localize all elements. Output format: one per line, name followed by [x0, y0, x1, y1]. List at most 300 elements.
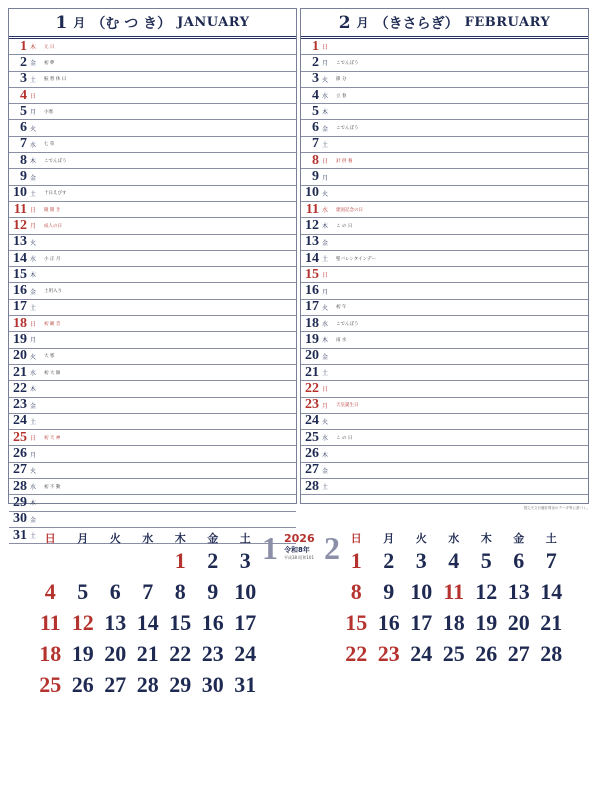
day-row — [301, 153, 588, 169]
weekday-label: 木 — [480, 532, 492, 545]
empty-cell — [34, 550, 67, 581]
weekday: 土 — [29, 190, 36, 198]
day-number: 28 — [136, 672, 159, 697]
weekday-label: 木 — [174, 532, 186, 545]
day-row — [9, 495, 296, 511]
weekday: 火 — [321, 190, 328, 198]
day-row — [9, 414, 296, 430]
day-number: 15 — [169, 610, 192, 635]
weekday: 日 — [321, 272, 328, 280]
weekday: 月 — [321, 288, 328, 296]
day-cell — [67, 581, 100, 612]
day-cell — [470, 581, 503, 612]
day-row — [9, 349, 296, 365]
weekday: 金 — [29, 516, 36, 524]
weekday-label: 土 — [545, 532, 557, 545]
day-number: 26 — [13, 446, 27, 462]
day-number: 14 — [13, 250, 27, 266]
event-text: 聖バレンタインデー — [336, 256, 377, 262]
day-cell — [164, 674, 197, 705]
empty-cell — [132, 550, 165, 581]
day-row — [301, 365, 588, 381]
day-row — [301, 39, 588, 55]
day-number: 13 — [305, 234, 319, 250]
weekday: 木 — [29, 272, 36, 280]
day-number: 10 — [13, 185, 27, 201]
day-cell — [197, 674, 230, 705]
day-row — [9, 398, 296, 414]
month-kana: （む つ き） — [91, 15, 172, 32]
event-text: こ の 日 — [336, 435, 353, 441]
day-row — [9, 430, 296, 446]
day-number: 18 — [39, 641, 62, 666]
day-number: 11 — [305, 201, 319, 217]
weekday: 金 — [29, 174, 36, 182]
weekday-label: 月 — [383, 532, 395, 545]
day-number: 22 — [169, 641, 192, 666]
day-number: 4 — [448, 548, 460, 573]
day-cell — [373, 643, 406, 674]
day-cell — [132, 643, 165, 674]
event-text: 十日えびす — [44, 191, 67, 197]
day-number: 31 — [234, 672, 257, 697]
day-row — [9, 300, 296, 316]
january-panel — [8, 8, 297, 543]
day-cell — [132, 581, 165, 612]
day-number: 19 — [475, 610, 498, 635]
month-kanji: 月 — [356, 16, 369, 30]
day-row — [301, 398, 588, 414]
weekday: 木 — [321, 223, 328, 231]
weekday-label: 日 — [350, 532, 362, 545]
day-cell — [197, 550, 230, 581]
weekday-label: 日 — [44, 532, 56, 545]
event-text: 初 午 — [336, 305, 347, 311]
month-kana: （きさらぎ） — [374, 15, 459, 32]
day-cell — [503, 550, 536, 581]
event-text: 初 大 師 — [44, 370, 61, 376]
january-day-list — [9, 39, 296, 544]
day-number: 7 — [20, 136, 27, 152]
weekday-header — [340, 530, 570, 546]
day-row — [9, 202, 296, 218]
day-number: 8 — [350, 579, 362, 604]
day-number: 27 — [13, 462, 27, 478]
event-text: 小寒 — [44, 109, 53, 115]
day-cell — [67, 643, 100, 674]
day-number: 10 — [410, 579, 433, 604]
day-number: 22 — [13, 381, 27, 396]
day-cell — [229, 550, 262, 581]
day-row — [301, 235, 588, 251]
footnote: 国立天文台暦計算室のデータ等に基づく。 — [523, 506, 590, 510]
day-number: 28 — [13, 479, 27, 494]
day-number: 11 — [13, 201, 27, 217]
weekday-header — [34, 530, 264, 546]
day-number: 12 — [71, 610, 94, 635]
weekday: 金 — [29, 402, 36, 410]
weekday: 月 — [321, 174, 328, 182]
day-number: 20 — [305, 348, 319, 364]
weekday: 木 — [29, 44, 36, 52]
day-number: 12 — [475, 579, 498, 604]
day-cell — [340, 550, 373, 581]
day-row — [301, 120, 588, 136]
day-row — [9, 153, 296, 169]
day-row — [9, 137, 296, 153]
day-number: 26 — [305, 446, 319, 462]
day-number: 27 — [507, 641, 530, 666]
day-number: 10 — [234, 579, 257, 604]
day-row — [301, 72, 588, 88]
day-cell — [405, 581, 438, 612]
mini-calendar-february — [340, 530, 570, 674]
day-cell — [405, 550, 438, 581]
day-row — [301, 430, 588, 446]
day-cell — [132, 674, 165, 705]
weekday: 水 — [321, 435, 328, 443]
day-cell — [535, 550, 568, 581]
day-cell — [340, 643, 373, 674]
weekday: 金 — [321, 353, 328, 361]
event-text: こでんぼう — [336, 60, 359, 66]
day-cell — [405, 643, 438, 674]
weekday: 日 — [29, 207, 36, 215]
day-row — [9, 267, 296, 283]
day-cell — [197, 612, 230, 643]
day-cell — [438, 581, 471, 612]
event-text: 成人の日 — [44, 223, 62, 229]
event-text: 針 供 養 — [336, 158, 353, 164]
day-number: 3 — [312, 71, 319, 87]
weekday: 水 — [321, 207, 328, 215]
day-row — [301, 283, 588, 299]
day-cell — [373, 550, 406, 581]
day-number: 23 — [201, 641, 224, 666]
day-cell — [229, 674, 262, 705]
weekday: 土 — [321, 370, 328, 378]
day-number: 28 — [305, 479, 319, 494]
day-row — [9, 235, 296, 251]
weekday-label: 火 — [109, 532, 121, 545]
day-number: 12 — [305, 218, 319, 233]
day-number: 30 — [13, 511, 27, 527]
day-number: 29 — [13, 495, 27, 510]
weekday-label: 金 — [207, 532, 219, 545]
day-number: 10 — [305, 185, 319, 201]
day-row — [9, 463, 296, 479]
day-row — [301, 186, 588, 202]
weekday: 木 — [29, 158, 36, 166]
weekday: 土 — [29, 418, 36, 426]
day-cell — [438, 550, 471, 581]
era-label: 令和8年 — [284, 546, 310, 554]
day-cell — [34, 643, 67, 674]
big-month-feb: 2 — [324, 530, 340, 566]
day-grid — [340, 550, 570, 674]
day-number: 27 — [305, 462, 319, 478]
day-row — [9, 186, 296, 202]
day-row — [9, 251, 296, 267]
day-number: 15 — [345, 610, 368, 635]
weekday: 火 — [321, 76, 328, 84]
day-number: 3 — [415, 548, 427, 573]
day-number: 19 — [305, 332, 319, 347]
day-number: 29 — [169, 672, 192, 697]
event-text: 鏡 開 き — [44, 207, 61, 213]
day-number: 16 — [201, 610, 224, 635]
day-row — [301, 55, 588, 71]
weekday: 日 — [321, 386, 328, 394]
day-row — [9, 381, 296, 397]
weekday: 土 — [29, 304, 36, 312]
weekday: 火 — [29, 125, 36, 133]
day-cell — [470, 550, 503, 581]
month-number: 2 — [338, 12, 351, 33]
day-number: 13 — [507, 579, 530, 604]
weekday: 水 — [29, 141, 36, 149]
weekday: 土 — [29, 533, 36, 541]
day-number: 6 — [312, 120, 319, 136]
day-row — [301, 479, 588, 495]
event-text: 建国記念の日 — [336, 207, 363, 213]
weekday-label: 金 — [513, 532, 525, 545]
day-number: 2 — [207, 548, 219, 573]
event-text: 大 寒 — [44, 354, 55, 360]
day-number: 6 — [513, 548, 525, 573]
day-row — [301, 463, 588, 479]
weekday: 木 — [29, 500, 36, 508]
day-number: 1 — [174, 548, 186, 573]
day-row — [301, 332, 588, 348]
weekday: 金 — [29, 288, 36, 296]
empty-cell — [99, 550, 132, 581]
weekday: 月 — [29, 451, 36, 459]
day-number: 24 — [234, 641, 257, 666]
day-number: 28 — [540, 641, 563, 666]
day-number: 14 — [305, 250, 319, 266]
day-number: 5 — [20, 104, 27, 119]
day-number: 20 — [104, 641, 127, 666]
day-number: 20 — [13, 348, 27, 364]
day-cell — [438, 612, 471, 643]
day-number: 14 — [540, 579, 563, 604]
weekday: 月 — [321, 402, 328, 410]
day-number: 4 — [312, 87, 319, 103]
event-text: 七 草 — [44, 142, 55, 148]
event-text: 元 日 — [44, 44, 55, 50]
day-row — [9, 39, 296, 55]
day-row — [301, 137, 588, 153]
weekday: 水 — [321, 321, 328, 329]
weekday: 月 — [29, 109, 36, 117]
month-number: 1 — [55, 12, 68, 33]
day-cell — [99, 674, 132, 705]
event-text: こでんぼう — [336, 321, 359, 327]
day-row — [301, 300, 588, 316]
day-row — [9, 479, 296, 495]
day-number: 17 — [410, 610, 433, 635]
day-cell — [535, 581, 568, 612]
day-cell — [373, 612, 406, 643]
month-kanji: 月 — [73, 16, 86, 30]
day-number: 8 — [20, 153, 27, 168]
day-number: 1 — [350, 548, 362, 573]
day-number: 15 — [13, 267, 27, 282]
day-number: 3 — [239, 548, 251, 573]
event-text: こでんぼう — [44, 158, 67, 164]
weekday-label: 水 — [448, 532, 460, 545]
day-number: 2 — [312, 55, 319, 70]
weekday: 水 — [321, 93, 328, 101]
day-row — [301, 316, 588, 332]
day-cell — [197, 643, 230, 674]
day-cell — [405, 612, 438, 643]
weekday: 火 — [29, 467, 36, 475]
day-number: 4 — [20, 87, 27, 103]
weekday: 水 — [29, 370, 36, 378]
day-row — [301, 88, 588, 104]
day-number: 3 — [20, 71, 27, 87]
day-row — [9, 104, 296, 120]
day-number: 23 — [305, 397, 319, 413]
day-row — [9, 120, 296, 136]
day-number: 8 — [312, 153, 319, 168]
day-cell — [340, 612, 373, 643]
weekday: 日 — [29, 435, 36, 443]
day-cell — [34, 581, 67, 612]
event-text: 天皇誕生日 — [336, 403, 359, 409]
weekday: 水 — [29, 256, 36, 263]
day-cell — [229, 643, 262, 674]
day-number: 21 — [136, 641, 159, 666]
day-cell — [470, 643, 503, 674]
weekday: 木 — [321, 451, 328, 459]
event-text: 立 春 — [336, 93, 347, 99]
day-number: 9 — [383, 579, 395, 604]
day-row — [301, 202, 588, 218]
day-number: 21 — [13, 364, 27, 380]
day-number: 7 — [142, 579, 154, 604]
day-number: 22 — [305, 381, 319, 396]
day-number: 17 — [305, 299, 319, 315]
day-row — [301, 446, 588, 462]
day-number: 1 — [312, 39, 319, 54]
day-number: 23 — [377, 641, 400, 666]
day-row — [9, 55, 296, 71]
day-row — [9, 365, 296, 381]
event-text: 小 正 月 — [44, 256, 61, 262]
day-number: 18 — [442, 610, 465, 635]
day-number: 16 — [305, 283, 319, 299]
event-text: 節 分 — [336, 77, 347, 83]
day-number: 5 — [480, 548, 492, 573]
big-month-jan: 1 — [262, 530, 278, 566]
event-text: 振 替 休 日 — [44, 77, 67, 83]
day-cell — [503, 643, 536, 674]
weekday: 土 — [321, 256, 328, 263]
day-row — [9, 316, 296, 332]
weekday: 日 — [321, 158, 328, 166]
day-row — [301, 381, 588, 397]
day-number: 5 — [312, 104, 319, 119]
day-number: 24 — [13, 413, 27, 429]
day-number: 26 — [475, 641, 498, 666]
day-cell — [197, 581, 230, 612]
event-text: 土用入り — [44, 289, 62, 295]
day-cell — [229, 581, 262, 612]
day-number: 25 — [442, 641, 465, 666]
day-number: 13 — [104, 610, 127, 635]
day-number: 14 — [136, 610, 159, 635]
day-number: 24 — [305, 413, 319, 429]
day-number: 8 — [174, 579, 186, 604]
day-row — [301, 169, 588, 185]
day-number: 21 — [540, 610, 563, 635]
weekday: 金 — [29, 60, 36, 68]
day-number: 17 — [13, 299, 27, 315]
day-number: 9 — [312, 169, 319, 185]
day-number: 13 — [13, 234, 27, 250]
weekday-label: 土 — [239, 532, 251, 545]
day-cell — [229, 612, 262, 643]
day-row — [9, 88, 296, 104]
day-number: 16 — [13, 283, 27, 299]
event-text: 初 不 動 — [44, 484, 61, 490]
day-row — [301, 267, 588, 283]
day-cell — [99, 643, 132, 674]
day-number: 18 — [13, 316, 27, 331]
day-number: 16 — [377, 610, 400, 635]
weekday-label: 月 — [77, 532, 89, 545]
day-number: 19 — [71, 641, 94, 666]
day-number: 25 — [39, 672, 62, 697]
weekday: 日 — [29, 93, 36, 101]
mini-calendar-january — [34, 530, 264, 705]
day-row — [301, 104, 588, 120]
day-number: 27 — [104, 672, 127, 697]
event-text: こ の 日 — [336, 223, 353, 229]
day-number: 4 — [44, 579, 56, 604]
day-cell — [340, 581, 373, 612]
day-number: 5 — [77, 579, 89, 604]
day-number: 9 — [20, 169, 27, 185]
weekday: 土 — [321, 141, 328, 149]
weekday: 火 — [29, 239, 36, 247]
day-number: 18 — [305, 316, 319, 331]
weekday: 土 — [321, 484, 328, 492]
day-number: 7 — [545, 548, 557, 573]
day-cell — [34, 612, 67, 643]
day-number: 19 — [13, 332, 27, 347]
day-number: 23 — [13, 397, 27, 413]
day-number: 22 — [345, 641, 368, 666]
weekday: 日 — [29, 321, 36, 329]
day-number: 2 — [20, 55, 27, 70]
day-number: 25 — [305, 430, 319, 445]
day-row — [9, 72, 296, 88]
day-number: 17 — [234, 610, 257, 635]
day-number: 26 — [71, 672, 94, 697]
weekday: 金 — [321, 125, 328, 133]
day-cell — [164, 581, 197, 612]
day-number: 12 — [13, 218, 27, 233]
day-cell — [164, 612, 197, 643]
day-row — [9, 169, 296, 185]
day-number: 24 — [410, 641, 433, 666]
weekday: 金 — [321, 239, 328, 247]
era-sub-label: 平成38 昭和101 — [284, 555, 314, 560]
